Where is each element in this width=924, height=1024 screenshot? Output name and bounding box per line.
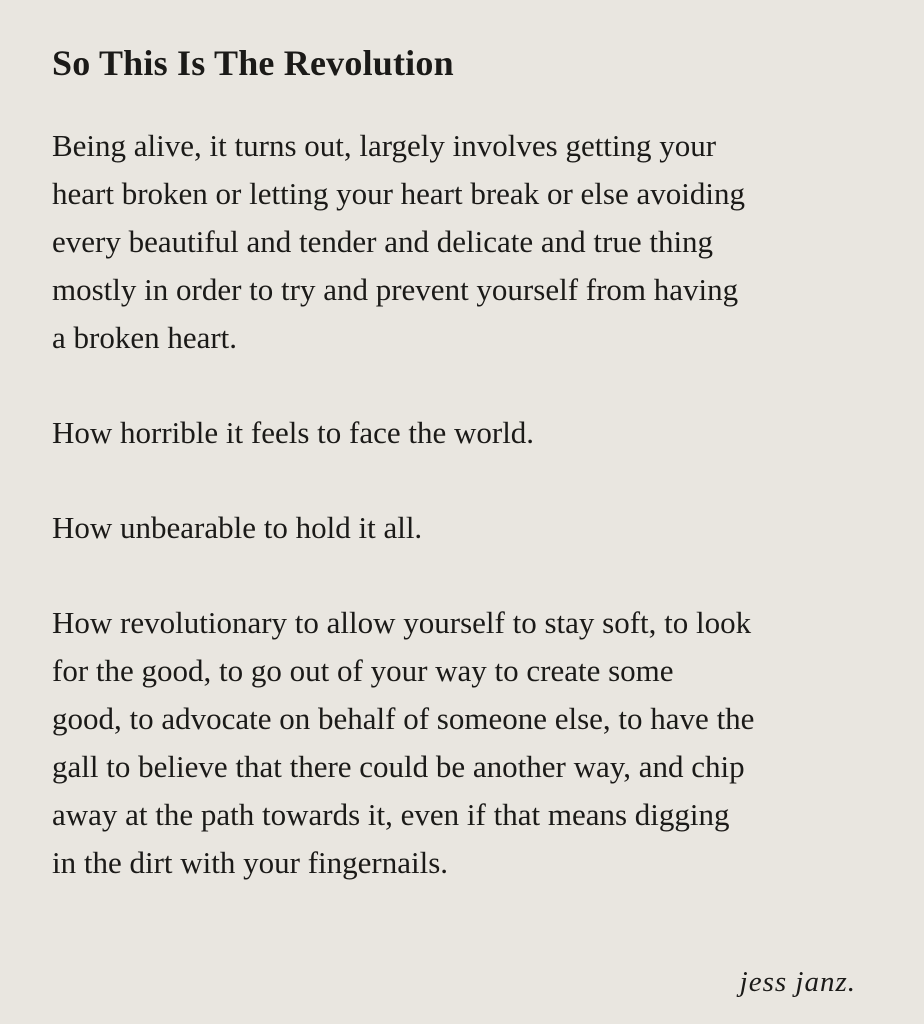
author-signature: jess janz. — [739, 966, 856, 998]
poem-line: every beautiful and tender and delicate and true thing — [52, 224, 714, 259]
poem-body — [52, 122, 882, 887]
stanza-3 — [52, 504, 882, 552]
poem-line: mostly in order to try and prevent yourself from having — [52, 272, 739, 307]
poem-line: How unbearable to hold it all. — [52, 510, 423, 545]
poem-line: Being alive, it turns out, largely involves getting your — [52, 128, 717, 163]
poem-line: How horrible it feels to face the world. — [52, 415, 535, 450]
poem-line: away at the path towards it, even if that means digging — [52, 797, 730, 832]
stanza-4 — [52, 599, 882, 887]
poem-line: gall to believe that there could be another way, and chip — [52, 749, 745, 784]
poem-line: heart broken or letting your heart break or else avoiding — [52, 176, 745, 211]
poem-title: So This Is The Revolution — [52, 43, 454, 83]
poem-line: for the good, to go out of your way to create some — [52, 653, 674, 688]
poem-line: good, to advocate on behalf of someone else, to have the — [52, 701, 755, 736]
stanza-1 — [52, 122, 882, 362]
poem — [52, 40, 882, 934]
poem-line: How revolutionary to allow yourself to stay soft, to look — [52, 605, 752, 640]
stanza-2 — [52, 409, 882, 457]
poem-line: a broken heart. — [52, 320, 238, 355]
poem-line: in the dirt with your fingernails. — [52, 845, 449, 880]
